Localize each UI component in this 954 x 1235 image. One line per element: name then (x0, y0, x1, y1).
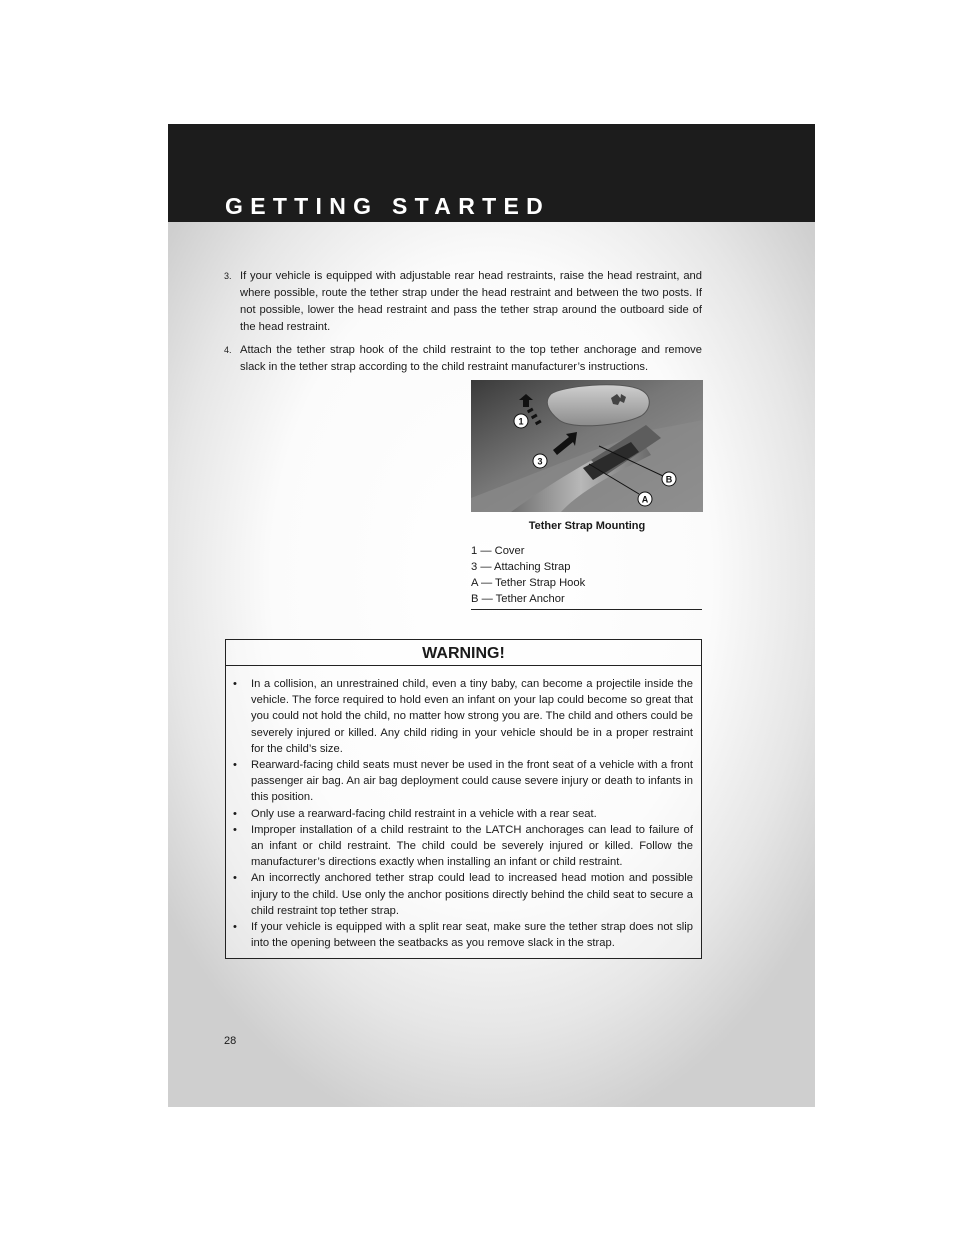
callout-3: 3 (537, 456, 543, 467)
step-text: If your vehicle is equipped with adjustable rear head restraints, raise the head restraint, and where possible, route the tether strap under the head restraint and between the two posts. If not possible, lower the head restraint and pass the tether strap around the outboard side of the head restraint. (240, 270, 702, 333)
section-header (168, 124, 815, 222)
warning-item: • Only use a rearward-facing child restraint in a vehicle with a rear seat. (251, 806, 693, 822)
step-number: 3. (224, 271, 232, 281)
callout-b: B (665, 474, 673, 485)
step-3 (224, 268, 702, 336)
warning-item: • In a collision, an unrestrained child, even a tiny baby, can become a projectile inside the vehicle. The force required to hold even an infant on your lap could become so great that you could not hold the child, no matter how strong you are. The child and others could be severely injured or killed. Any child riding in your vehicle should be in a proper restraint for the child’s size. (251, 676, 693, 757)
warning-title: WARNING! (226, 640, 701, 666)
warning-item: • If your vehicle is equipped with a split rear seat, make sure the tether strap does not slip into the opening between the seatbacks as you remove slack in the strap. (251, 919, 693, 951)
warning-item: • An incorrectly anchored tether strap could lead to increased head motion and possible injury to the child. Use only the anchor positions directly behind the child seat to secure a child restraint top tether strap. (251, 870, 693, 919)
warning-box (225, 639, 702, 959)
callout-a: A (641, 494, 649, 505)
step-number: 4. (224, 345, 232, 355)
legend-item: A — Tether Strap Hook (471, 577, 586, 589)
figure-caption: Tether Strap Mounting (528, 520, 646, 532)
step-4 (224, 342, 702, 376)
tether-strap-illustration (471, 380, 703, 512)
step-text: Attach the tether strap hook of the child restraint to the top tether anchorage and remove slack in the tether strap according to the child restraint manufacturer’s instructions. (240, 344, 702, 373)
warning-list (226, 666, 701, 951)
legend-item: 3 — Attaching Strap (471, 561, 571, 573)
legend-item: B — Tether Anchor (471, 593, 565, 605)
figure-legend (471, 543, 702, 610)
manual-page (168, 124, 815, 1107)
instruction-steps (224, 268, 702, 376)
page-number: 28 (224, 1035, 237, 1047)
warning-item: • Improper installation of a child restraint to the LATCH anchorages can lead to failure of an infant or child restraint. The child could be severely injured or killed. Follow the manufacturer’s directions exactly when installing an infant or child restraint. (251, 822, 693, 871)
warning-item: • Rearward-facing child seats must never be used in the front seat of a vehicle with a front passenger air bag. An air bag deployment could cause severe injury or death to infants in this position. (251, 757, 693, 806)
section-title: GETTING STARTED (225, 193, 551, 219)
legend-item: 1 — Cover (471, 545, 525, 557)
callout-1: 1 (518, 416, 524, 427)
